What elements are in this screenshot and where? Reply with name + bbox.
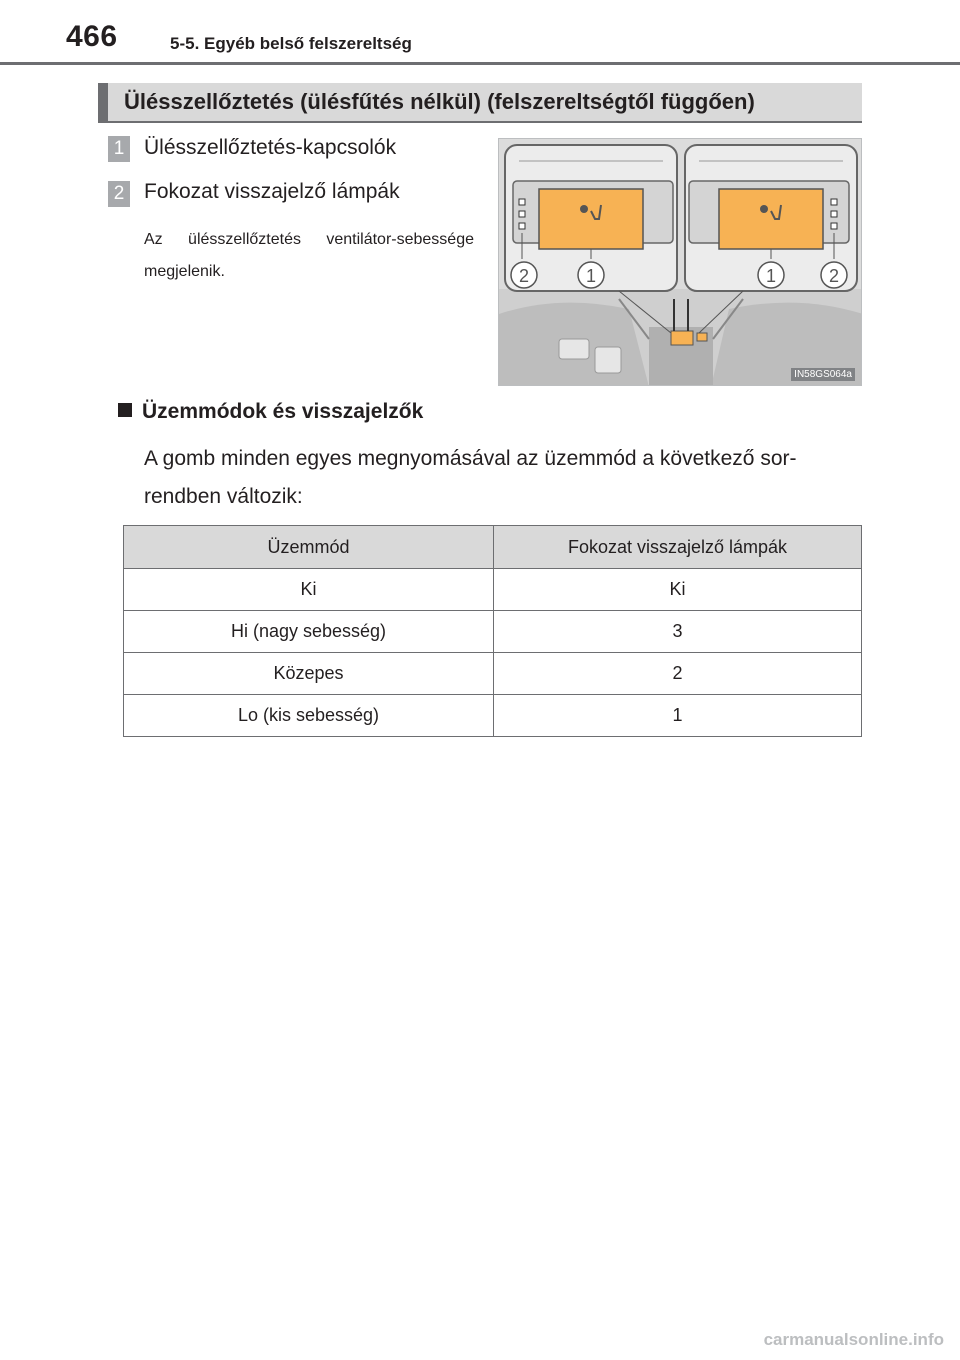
callout-left-2: 2 [518,266,530,286]
page-number: 466 [66,20,118,53]
note-text: Az ülésszellőztetés ventilátor-sebessége megjelenik. [144,231,474,280]
item-label-1: Ülésszellőztetés-kapcsolók [144,136,397,159]
table-row [124,569,862,611]
table-header-lamps: Fokozat visszajelző lámpák [494,526,862,569]
table-row [124,653,862,695]
sub-heading [118,400,423,424]
table-cell-lamps: 3 [494,611,862,653]
heading-bar [98,83,862,123]
badge-1: 1 [108,136,130,162]
heading-text: Ülésszellőztetés (ülésfűtés nélkül) (felszereltségtől függően) [124,89,755,114]
watermark: carmanualsonline.info [763,1330,944,1349]
callout-left-1: 1 [585,266,597,286]
table-header-row [124,526,862,569]
table-header-mode: Üzemmód [124,526,494,569]
modes-table [123,525,862,737]
table-cell-mode: Közepes [124,653,494,695]
dashboard-illustration [498,138,862,386]
badge-2: 2 [108,181,130,207]
figure-code: IN58GS064a [791,368,855,381]
item-label-2: Fokozat visszajelző lámpák [144,180,400,203]
table-row [124,695,862,737]
header-rule [0,62,960,65]
body-paragraph: A gomb minden egyes megnyomásával az üzemmód a következő sorrendben változik: [144,447,797,508]
table-cell-lamps: 2 [494,653,862,695]
dashboard-drawing [499,139,862,386]
table-cell-mode: Hi (nagy sebesség) [124,611,494,653]
table-cell-lamps: 1 [494,695,862,737]
callout-right-1: 1 [765,266,777,286]
square-bullet-icon [118,403,132,417]
sub-heading-text: Üzemmódok és visszajelzők [142,400,424,423]
table-cell-mode: Lo (kis sebesség) [124,695,494,737]
callout-right-2: 2 [828,266,840,286]
table-cell-mode: Ki [124,569,494,611]
table-cell-lamps: Ki [494,569,862,611]
section-title: 5-5. Egyéb belső felszereltség [170,34,412,53]
table-row [124,611,862,653]
